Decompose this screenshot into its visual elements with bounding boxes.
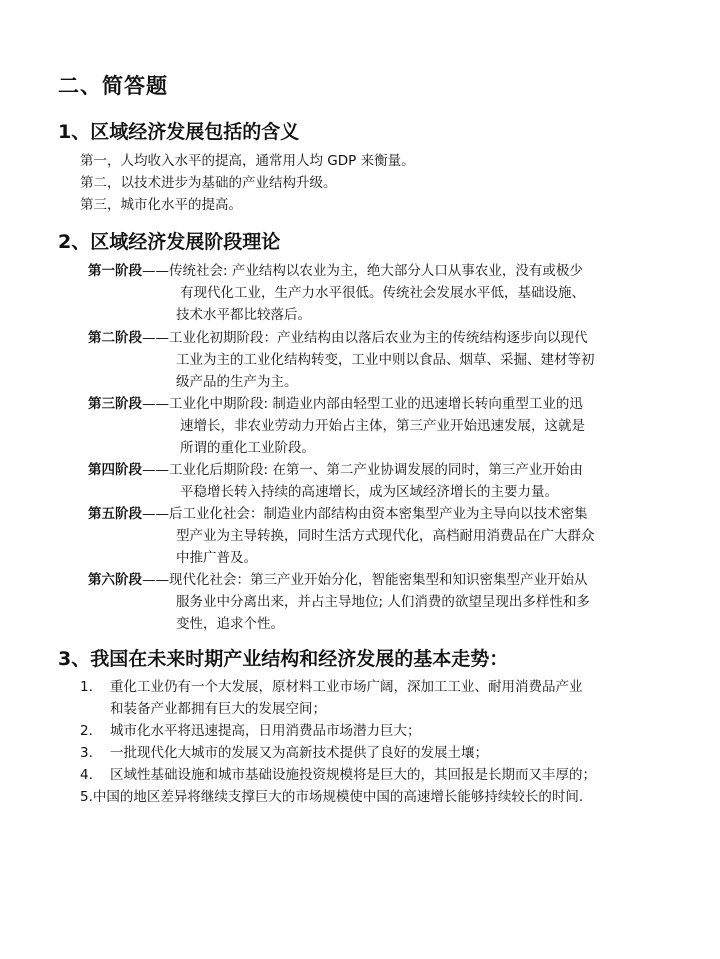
stage-label: 第六阶段	[88, 572, 142, 588]
list-item	[80, 786, 583, 808]
stage-text: ——工业化中期阶段: 制造业内部由轻型工业的迅速增长转向重型工业的迅	[142, 396, 583, 412]
q2-heading: 2、区域经济发展阶段理论	[58, 231, 281, 253]
stage-line	[88, 503, 588, 525]
stage-label: 第二阶段	[88, 330, 142, 346]
stage-line	[88, 459, 583, 481]
list-text: 一批现代化大城市的发展又为高新技术提供了良好的发展土壤；	[110, 745, 488, 761]
stage-text: 技术水平都比较落后。	[176, 307, 311, 323]
stage-text: 服务业中分离出来，并占主导地位; 人们消费的欲望呈现出多样性和多	[176, 594, 590, 610]
stage-text: 级产品的生产为主。	[176, 374, 298, 390]
q1-line: 第二，以技术进步为基础的产业结构升级。	[80, 175, 337, 191]
stage-line	[88, 260, 583, 282]
list-number: 3.	[80, 745, 93, 761]
stage-label: 第四阶段	[88, 462, 142, 478]
stage-label: 第一阶段	[88, 263, 142, 279]
stage-line	[88, 569, 588, 591]
stage-text: 工业为主的工业化结构转变，工业中则以食品、烟草、采掘、建材等初	[176, 352, 595, 368]
list-text: 中国的地区差异将继续支撑巨大的市场规模使中国的高速增长能够持续较长的时间.	[92, 789, 584, 805]
q3-heading: 3、我国在未来时期产业结构和经济发展的基本走势：	[58, 648, 509, 670]
stage-line	[88, 393, 583, 415]
stage-text: ——现代化社会：第三产业开始分化，智能密集型和知识密集型产业开始从	[142, 572, 588, 588]
list-text: 重化工业仍有一个大发展，原材料工业市场广阔，深加工工业、耐用消费品产业	[110, 679, 583, 695]
q1-line: 第一，人均收入水平的提高，通常用人均 GDP 来衡量。	[80, 153, 415, 169]
list-number: 4.	[80, 767, 93, 783]
stage-text: ——工业化后期阶段: 在第一、第二产业协调发展的同时，第三产业开始由	[142, 462, 583, 478]
list-item	[80, 676, 583, 698]
stage-text: 所谓的重化工业阶段。	[180, 440, 315, 456]
stage-text: 中推广普及。	[176, 550, 257, 566]
list-text: 和装备产业都拥有巨大的发展空间；	[110, 701, 326, 717]
stage-text: 平稳增长转入持续的高速增长，成为区域经济增长的主要力量。	[180, 484, 558, 500]
q1-heading: 1、区域经济发展包括的含义	[58, 121, 300, 143]
list-text: 城市化水平将迅速提高，日用消费品市场潜力巨大；	[110, 723, 421, 739]
stage-text: ——工业化初期阶段：产业结构由以落后农业为主的传统结构逐步向以现代	[142, 330, 588, 346]
list-number: 5.	[80, 789, 93, 805]
q1-line: 第三，城市化水平的提高。	[80, 197, 242, 213]
list-item	[80, 720, 421, 742]
list-number: 2.	[80, 723, 93, 739]
stage-line	[88, 327, 588, 349]
section-title: 二、简答题	[58, 74, 168, 98]
list-item	[80, 742, 488, 764]
stage-label: 第五阶段	[88, 506, 142, 522]
stage-text: 型产业为主导转换，同时生活方式现代化，高档耐用消费品在广大群众	[176, 528, 595, 544]
list-number: 1.	[80, 679, 93, 695]
stage-text: 有现代化工业，生产力水平很低。传统社会发展水平低，基础设施、	[180, 285, 585, 301]
stage-text: 速增长，非农业劳动力开始占主体，第三产业开始迅速发展，这就是	[180, 418, 585, 434]
stage-text: 变性，追求个性。	[176, 616, 284, 632]
list-text: 区域性基础设施和城市基础设施投资规模将是巨大的，其回报是长期而又丰厚的；	[110, 767, 596, 783]
stage-text: ——传统社会: 产业结构以农业为主，绝大部分人口从事农业，没有或极少	[142, 263, 583, 279]
list-item	[80, 764, 596, 786]
stage-text: ——后工业化社会：制造业内部结构由资本密集型产业为主导向以技术密集	[142, 506, 588, 522]
stage-label: 第三阶段	[88, 396, 142, 412]
